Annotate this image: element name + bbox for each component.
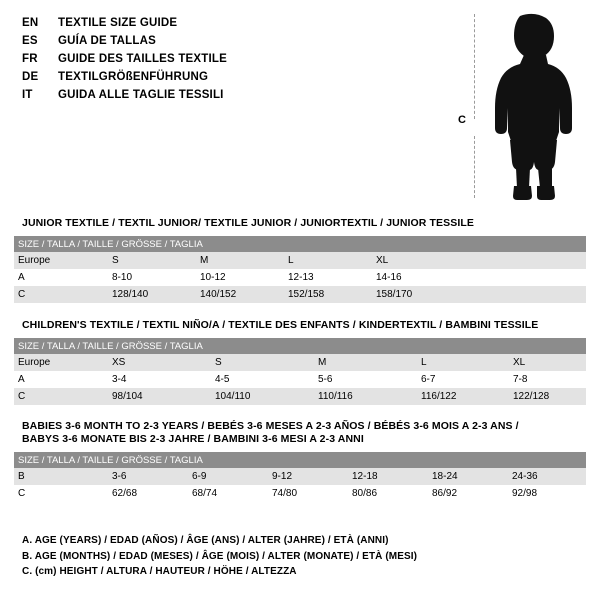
cell: 98/104 bbox=[108, 388, 211, 405]
table-header-row bbox=[14, 338, 586, 354]
language-code: FR bbox=[22, 53, 38, 65]
cell: 10-12 bbox=[196, 269, 284, 286]
cell: XL bbox=[372, 252, 460, 269]
table-row bbox=[14, 252, 586, 269]
measurement-figure bbox=[450, 8, 590, 203]
row-label: A bbox=[14, 371, 108, 388]
language-code: DE bbox=[22, 71, 39, 83]
cell: S bbox=[108, 252, 196, 269]
measure-guide-line-bottom bbox=[474, 136, 475, 198]
table-row bbox=[14, 354, 586, 371]
measure-label-c: C bbox=[458, 114, 466, 126]
cell: 9-12 bbox=[268, 468, 348, 485]
cell: 116/122 bbox=[417, 388, 509, 405]
table-row bbox=[14, 468, 586, 485]
language-title: TEXTILGRÖßENFÜHRUNG bbox=[58, 71, 209, 83]
table-header-row bbox=[14, 236, 586, 252]
language-code: ES bbox=[22, 35, 38, 47]
cell: 152/158 bbox=[284, 286, 372, 303]
language-row bbox=[22, 68, 442, 86]
cell: 12-13 bbox=[284, 269, 372, 286]
cell: 4-5 bbox=[211, 371, 314, 388]
cell: 158/170 bbox=[372, 286, 460, 303]
cell: 6-7 bbox=[417, 371, 509, 388]
cell: 80/86 bbox=[348, 485, 428, 502]
cell: 6-9 bbox=[188, 468, 268, 485]
cell-empty bbox=[460, 269, 586, 286]
cell: M bbox=[314, 354, 417, 371]
language-code: EN bbox=[22, 17, 39, 29]
cell: M bbox=[196, 252, 284, 269]
cell: 12-18 bbox=[348, 468, 428, 485]
babies-size-table bbox=[14, 452, 586, 502]
language-title: GUÍA DE TALLAS bbox=[58, 35, 156, 47]
table-row bbox=[14, 269, 586, 286]
cell: 122/128 bbox=[509, 388, 586, 405]
legend-line-b: B. AGE (MONTHS) / EDAD (MESES) / ÂGE (MOIS) / ALTER (MONATE) / ETÀ (MESI) bbox=[22, 550, 418, 562]
cell: 92/98 bbox=[508, 485, 586, 502]
row-label: Europe bbox=[14, 354, 108, 371]
cell: 3-4 bbox=[108, 371, 211, 388]
cell: XL bbox=[509, 354, 586, 371]
row-label: Europe bbox=[14, 252, 108, 269]
table-row bbox=[14, 388, 586, 405]
row-label: C bbox=[14, 485, 108, 502]
legend-line-a: A. AGE (YEARS) / EDAD (AÑOS) / ÂGE (ANS) / ALTER (JAHRE) / ETÀ (ANNI) bbox=[22, 535, 389, 546]
cell: 24-36 bbox=[508, 468, 586, 485]
language-header-block bbox=[22, 14, 442, 104]
cell: 18-24 bbox=[428, 468, 508, 485]
row-label: C bbox=[14, 286, 108, 303]
table-row bbox=[14, 485, 586, 502]
language-row bbox=[22, 86, 442, 104]
cell: 7-8 bbox=[509, 371, 586, 388]
cell: 74/80 bbox=[268, 485, 348, 502]
section-title-junior: JUNIOR TEXTILE / TEXTIL JUNIOR/ TEXTILE JUNIOR / JUNIORTEXTIL / JUNIOR TESSILE bbox=[22, 217, 474, 229]
cell: 68/74 bbox=[188, 485, 268, 502]
table-row bbox=[14, 286, 586, 303]
cell: 3-6 bbox=[108, 468, 188, 485]
toddler-silhouette-icon bbox=[486, 12, 586, 207]
language-title: TEXTILE SIZE GUIDE bbox=[58, 17, 178, 29]
cell: 110/116 bbox=[314, 388, 417, 405]
language-title: GUIDA ALLE TAGLIE TESSILI bbox=[58, 89, 224, 101]
table-header-label: SIZE / TALLA / TAILLE / GRÖSSE / TAGLIA bbox=[14, 452, 586, 468]
cell: 8-10 bbox=[108, 269, 196, 286]
language-row bbox=[22, 32, 442, 50]
cell-empty bbox=[460, 252, 586, 269]
cell: 62/68 bbox=[108, 485, 188, 502]
cell: 128/140 bbox=[108, 286, 196, 303]
language-row bbox=[22, 14, 442, 32]
cell: S bbox=[211, 354, 314, 371]
cell: 5-6 bbox=[314, 371, 417, 388]
section-title-babies bbox=[22, 420, 519, 446]
section-title-children: CHILDREN'S TEXTILE / TEXTIL NIÑO/A / TEXTILE DES ENFANTS / KINDERTEXTIL / BAMBINI TESSILE bbox=[22, 319, 539, 331]
table-header-row bbox=[14, 452, 586, 468]
cell: L bbox=[284, 252, 372, 269]
row-label: B bbox=[14, 468, 108, 485]
cell: L bbox=[417, 354, 509, 371]
row-label: A bbox=[14, 269, 108, 286]
cell: XS bbox=[108, 354, 211, 371]
legend-line-c: C. (cm) HEIGHT / ALTURA / HAUTEUR / HÖHE / ALTEZZA bbox=[22, 566, 297, 577]
junior-size-table bbox=[14, 236, 586, 303]
table-row bbox=[14, 371, 586, 388]
cell-empty bbox=[460, 286, 586, 303]
row-label: C bbox=[14, 388, 108, 405]
language-code: IT bbox=[22, 89, 33, 101]
measure-guide-line-top bbox=[474, 14, 475, 119]
children-size-table bbox=[14, 338, 586, 405]
language-title: GUIDE DES TAILLES TEXTILE bbox=[58, 53, 227, 65]
cell: 140/152 bbox=[196, 286, 284, 303]
section-title-babies-line1: BABIES 3-6 MONTH TO 2-3 YEARS / BEBÉS 3-6 MESES A 2-3 AÑOS / BÉBÉS 3-6 MOIS A 2-3 ANS / bbox=[22, 420, 519, 432]
language-row bbox=[22, 50, 442, 68]
table-header-label: SIZE / TALLA / TAILLE / GRÖSSE / TAGLIA bbox=[14, 236, 586, 252]
legend-block bbox=[22, 533, 582, 580]
cell: 86/92 bbox=[428, 485, 508, 502]
cell: 104/110 bbox=[211, 388, 314, 405]
table-header-label: SIZE / TALLA / TAILLE / GRÖSSE / TAGLIA bbox=[14, 338, 586, 354]
cell: 14-16 bbox=[372, 269, 460, 286]
section-title-babies-line2: BABYS 3-6 MONATE BIS 2-3 JAHRE / BAMBINI 3-6 MESI A 2-3 ANNI bbox=[22, 433, 364, 445]
